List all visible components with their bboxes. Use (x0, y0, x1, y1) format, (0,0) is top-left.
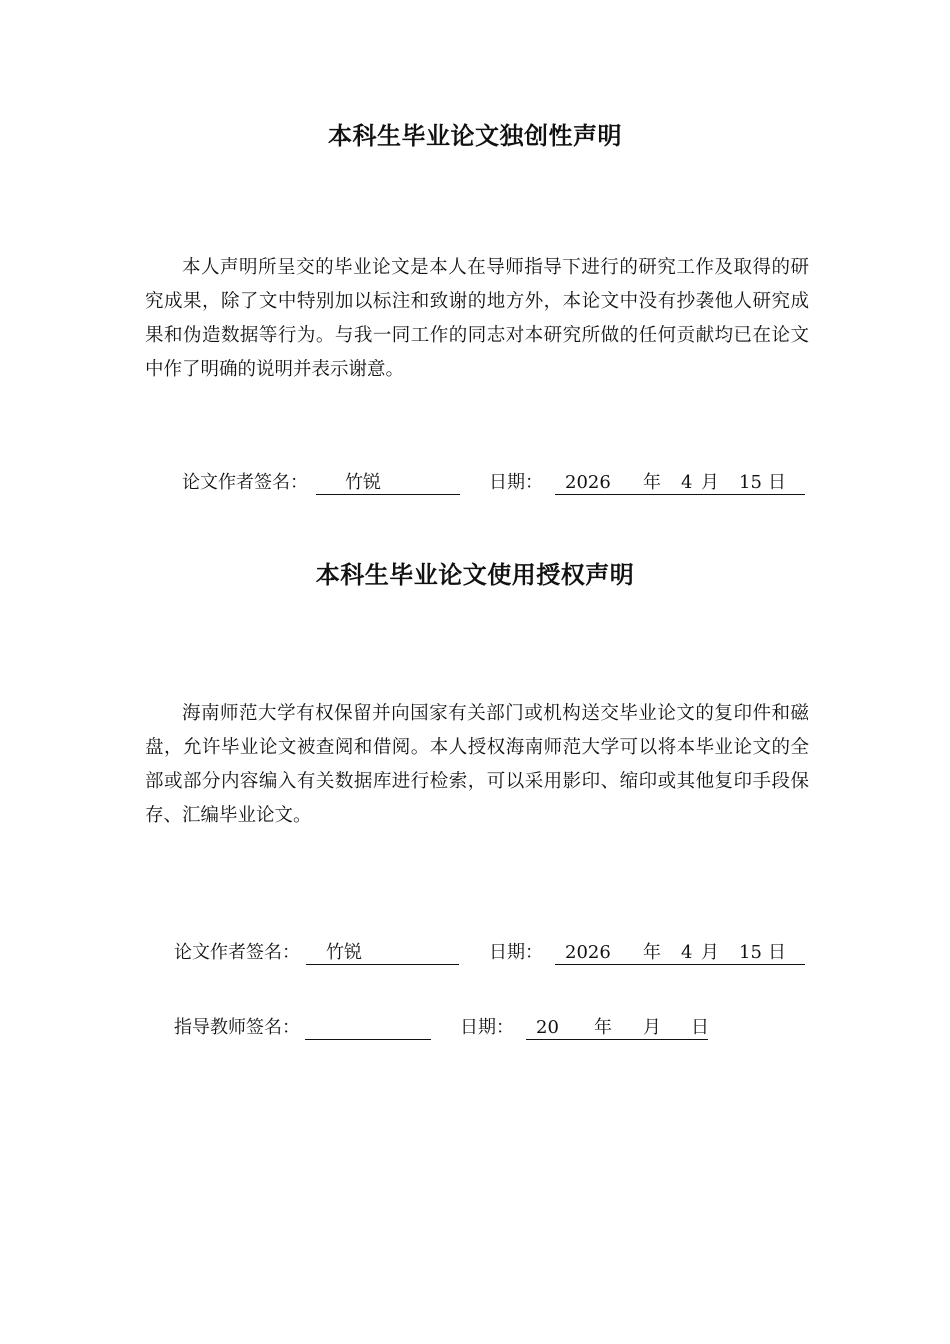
date-month-value: 4 (681, 942, 693, 963)
date-label: 日期： (489, 942, 543, 963)
author-signature-field (316, 470, 460, 495)
date-label: 日期： (489, 472, 543, 493)
date-year-char: 年 (643, 942, 661, 963)
originality-declaration-title: 本科生毕业论文独创性声明 (328, 122, 622, 150)
date-month-value: 4 (681, 472, 693, 493)
author-signature-line-1 (0, 470, 950, 496)
date-day-char: 日 (768, 472, 786, 493)
date-year-value: 2026 (565, 472, 611, 493)
advisor-date-label: 日期： (460, 1017, 514, 1038)
advisor-date-month-char: 月 (643, 1017, 661, 1038)
date-month-char: 月 (701, 472, 719, 493)
advisor-date-day-char: 日 (691, 1017, 709, 1038)
advisor-date-year-char: 年 (594, 1017, 612, 1038)
date-year-value: 2026 (565, 942, 611, 963)
date-year-char: 年 (643, 472, 661, 493)
advisor-signature-label: 指导教师签名： (174, 1017, 300, 1038)
author-signature-value: 竹锐 (326, 942, 362, 963)
date-day-value: 15 (739, 472, 762, 493)
author-signature-value: 竹锐 (345, 472, 381, 493)
authorization-declaration-body: 海南师范大学有权保留并向国家有关部门或机构送交毕业论文的复印件和磁盘，允许毕业论文被查阅和借阅。本人授权海南师范大学可以将本毕业论文的全部或部分内容编入有关数据库进行检索，可以采用影印、缩印或其他复印手段保存、汇编毕业论文。 (145, 703, 809, 826)
author-signature-label: 论文作者签名： (182, 472, 308, 493)
date-day-char: 日 (768, 942, 786, 963)
advisor-date-year-value: 20 (536, 1017, 559, 1038)
author-signature-line-2 (0, 940, 950, 966)
advisor-signature-field (305, 1015, 431, 1040)
date-month-char: 月 (701, 942, 719, 963)
date-day-value: 15 (739, 942, 762, 963)
advisor-signature-line (0, 1015, 950, 1041)
originality-declaration-body: 本人声明所呈交的毕业论文是本人在导师指导下进行的研究工作及取得的研究成果，除了文中特别加以标注和致谢的地方外，本论文中没有抄袭他人研究成果和伪造数据等行为。与我一同工作的同志对本研究所做的任何贡献均已在论文中作了明确的说明并表示谢意。 (145, 257, 809, 380)
authorization-declaration-title: 本科生毕业论文使用授权声明 (315, 561, 635, 589)
author-signature-label: 论文作者签名： (174, 942, 300, 963)
